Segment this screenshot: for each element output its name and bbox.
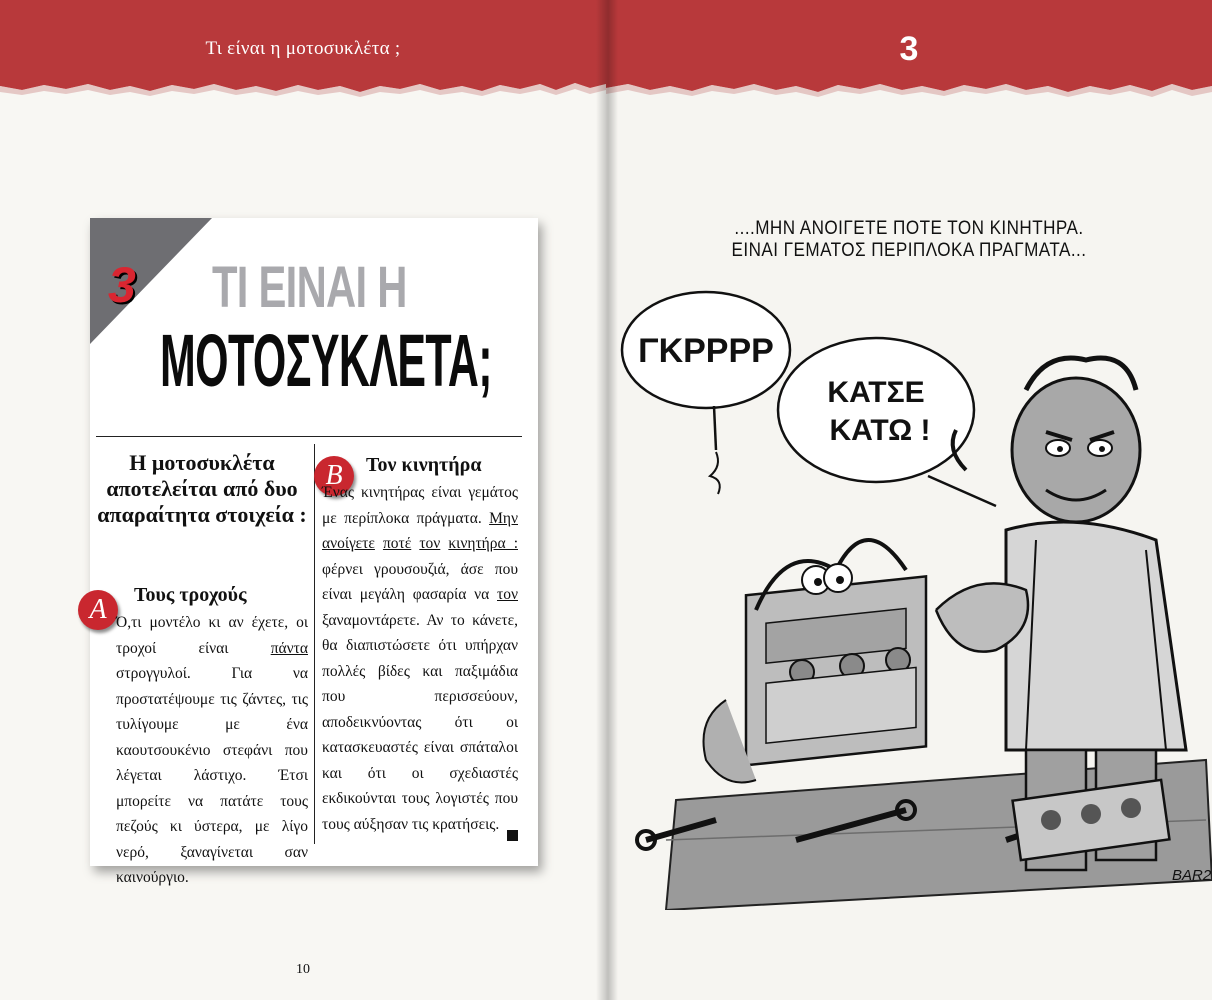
section-a-heading: Τους τροχούς [134, 584, 247, 606]
drop-cap-b: B [314, 456, 354, 496]
chapter-badge: 3 [108, 257, 136, 313]
speech-bubble-right [778, 338, 996, 506]
caption-line-1: ....ΜΗΝ ΑΝΟΙΓΕΤΕ ΠΟΤΕ ΤΟΝ ΚΙΝΗΤΗΡΑ. [734, 218, 1084, 239]
text-line: που περισσεύουν, [322, 688, 518, 705]
divider-rule [96, 436, 522, 437]
text-line: ανοίγετε ποτέ τον κινητήρα : [322, 535, 518, 552]
text-line: είναι μεγάλη φασαρία να τον [322, 586, 518, 603]
text-line: καινούργιο. [116, 869, 189, 886]
speech-bubble-left [622, 292, 790, 494]
text-line: Ένας κινητήρας είναι γεμάτος [322, 484, 518, 501]
caption-line-2: ΕΙΝΑΙ ΓΕΜΑΤΟΣ ΠΕΡΙΠΛΟΚΑ ΠΡΑΓΜΑΤΑ... [731, 240, 1087, 261]
bubble-right-line-2: ΚΑΤΩ ! [829, 414, 931, 447]
text-line: με περίπλοκα πράγματα. Μην [322, 509, 518, 527]
text-line: πολλές βίδες και παξιμάδια [322, 662, 518, 680]
text-line: ξαναμοντάρετε. Αν το κάνετε, [322, 611, 518, 629]
text-line: μπορείτε να πατάτε τους [116, 792, 308, 810]
intro-text: Η μοτοσυκλέτα αποτελείται από δυο απαραίτητα στοιχεία : [97, 450, 307, 527]
section-a-text [116, 610, 308, 891]
engine-block [704, 540, 927, 783]
text-line: τυλίγουμε με ένα [116, 716, 308, 733]
text-line: στρογγυλοί. Για να [116, 665, 308, 682]
column-divider [314, 444, 315, 844]
text-line: λέγεται λάστιχο. Έτσι [116, 767, 308, 784]
cartoon-illustration [606, 280, 1212, 910]
text-line: κατασκευαστές είναι σπάταλοι [322, 739, 518, 756]
title-line-2: ΜΟΤΟΣΥΚΛΕΤΑ; [160, 319, 492, 402]
text-line: εκδικούνται τους λογιστές που [322, 790, 518, 807]
text-line: πεζούς κι ύστερα, με λίγο [116, 818, 308, 835]
chapter-number: 3 [899, 30, 919, 68]
text-line: Ό,τι μοντέλο κι αν έχετε, οι [116, 614, 308, 631]
running-head: Τι είναι η μοτοσυκλέτα ; [205, 38, 401, 59]
text-line: καουτσουκένιο στεφάνι που [116, 741, 308, 759]
cartoon-caption [636, 218, 1181, 262]
section-b-heading: Τον κινητήρα [366, 454, 482, 476]
page-number: 10 [296, 962, 310, 977]
title-line-1: ΤΙ ΕΙΝΑΙ Η [212, 255, 407, 320]
text-line: νερό, ξαναγίνεται σαν [116, 843, 308, 861]
drop-cap-a: A [78, 590, 118, 630]
book-gutter [596, 0, 618, 1000]
text-line: αποδεικνύοντας ότι οι [322, 713, 518, 731]
article-box [89, 218, 538, 886]
bubble-right-line-1: ΚΑΤΣΕ [827, 376, 925, 409]
text-line: φέρνει γρουσουζιά, άσε που [322, 560, 518, 578]
text-line: και ότι οι σχεδιαστές [322, 764, 518, 782]
text-line: προστατέψουμε τις ζάντες, τις [116, 690, 308, 708]
section-b-text [322, 480, 518, 837]
text-line: τους αύξησαν τις κρατήσεις. [322, 815, 500, 833]
text-line: τροχοί είναι πάντα [116, 639, 308, 657]
end-mark [507, 830, 518, 841]
artist-signature: BAR2 [1172, 867, 1212, 884]
text-line: θα διαπιστώσετε ότι υπήρχαν [322, 637, 518, 654]
right-page [606, 0, 1212, 1000]
bubble-left-text: ΓΚΡΡΡΡ [638, 332, 774, 370]
